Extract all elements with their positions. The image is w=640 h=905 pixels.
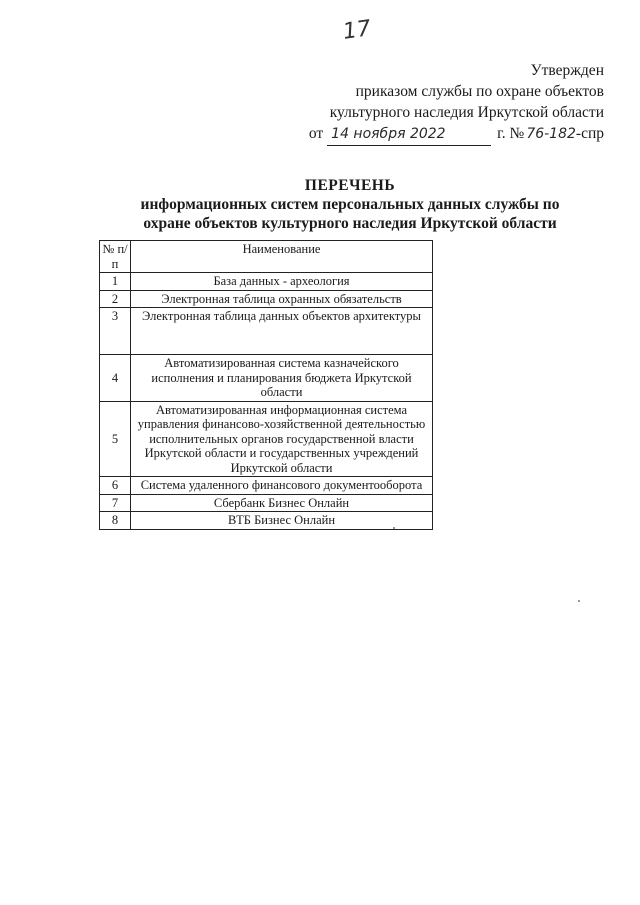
approval-organization-line: культурного наследия Иркутской области <box>329 104 604 121</box>
row-name: Автоматизированная система казначейского исполнения и планирования бюджета Иркутской области <box>131 355 433 402</box>
handwritten-number: 76-182 <box>526 126 576 142</box>
header-number: № п/п <box>100 241 131 273</box>
document-subtitle-line1: информационных систем персональных данных службы по <box>140 196 560 213</box>
scan-speck <box>578 600 580 602</box>
row-name: Сбербанк Бизнес Онлайн <box>131 494 433 512</box>
row-name: Электронная таблица данных объектов архитектуры <box>131 308 433 355</box>
row-number: 4 <box>100 355 131 402</box>
table-row <box>100 477 433 495</box>
approval-block <box>309 60 604 146</box>
number-prefix: г. № <box>497 125 525 142</box>
systems-table <box>99 240 433 530</box>
handwritten-date: 14 ноября 2022 <box>327 124 491 146</box>
row-name: Система удаленного финансового документооборота <box>131 477 433 495</box>
table-header-row <box>100 241 433 273</box>
page-number: 17 <box>341 16 373 45</box>
row-name: ВТБ Бизнес Онлайн <box>131 512 433 530</box>
number-suffix: -спр <box>575 125 604 142</box>
table-row <box>100 273 433 291</box>
row-number: 6 <box>100 477 131 495</box>
row-name: Автоматизированная информационная система управления финансово-хозяйственной деятельностью исполнительных органов государственной власти Иркутской области и государственных учреждений Иркутской области <box>131 401 433 477</box>
row-number: 1 <box>100 273 131 291</box>
row-number: 8 <box>100 512 131 530</box>
row-number: 2 <box>100 290 131 308</box>
row-name: Электронная таблица охранных обязательств <box>131 290 433 308</box>
table-row <box>100 512 433 530</box>
table-row <box>100 401 433 477</box>
document-title: ПЕРЕЧЕНЬ <box>304 177 396 194</box>
table-row <box>100 355 433 402</box>
table-row <box>100 494 433 512</box>
table-row <box>100 308 433 355</box>
header-name: Наименование <box>131 241 433 273</box>
document-title-block <box>140 176 560 233</box>
approval-date-number-line <box>309 123 604 146</box>
approval-title: Утвержден <box>530 62 604 79</box>
row-number: 5 <box>100 401 131 477</box>
approval-order-line: приказом службы по охране объектов <box>355 83 604 100</box>
row-name: База данных - археология <box>131 273 433 291</box>
document-subtitle-line2: охране объектов культурного наследия Иркутской области <box>143 215 557 232</box>
row-number: 3 <box>100 308 131 355</box>
scan-speck <box>393 527 395 529</box>
row-number: 7 <box>100 494 131 512</box>
date-prefix: от <box>308 125 324 142</box>
table-row <box>100 290 433 308</box>
